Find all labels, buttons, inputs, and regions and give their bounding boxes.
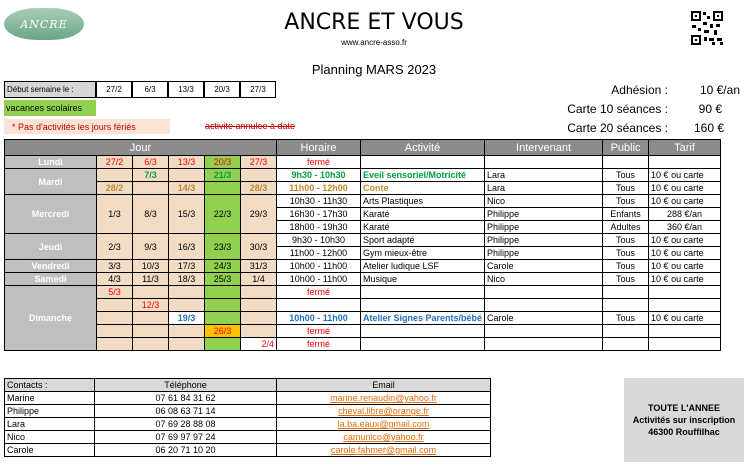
date-cell [97,325,133,338]
date-cell: 15/3 [169,195,205,234]
contact-name: Marine [5,392,95,405]
date-cell [241,169,277,182]
date-cell [205,338,241,351]
horaire-cell: 9h30 - 10h30 [277,169,361,182]
date-cell: 30/3 [241,234,277,260]
date-cell: 24/3 [205,260,241,273]
horaire-cell: 18h00 - 19h30 [277,221,361,234]
tarif-cell [649,299,721,312]
date-cell [205,312,241,325]
tarif-cell: 10 € ou carte [649,234,721,247]
contact-name: Philippe [5,405,95,418]
date-cell: 2/3 [97,234,133,260]
date-cell: 1/3 [97,195,133,234]
info-line: TOUTE L'ANNEE [648,403,720,413]
date-cell [97,169,133,182]
date-cell: 7/3 [133,169,169,182]
horaire-cell: fermé [277,286,361,299]
date-cell [97,312,133,325]
date-cell: 25/3 [205,273,241,286]
activite-cell: Karaté [361,208,485,221]
date-cell [241,325,277,338]
week-start-label: Début semaine le : [4,81,96,98]
contact-phone: 07 69 28 88 08 [95,418,277,431]
contact-email-link[interactable]: camunico@yahoo.fr [277,431,491,444]
day-vendredi: Vendredi [5,260,97,273]
feries-legend: * Pas d'activités les jours fériés [4,119,170,134]
date-cell [97,338,133,351]
tarif-cell: 10 € ou carte [649,312,721,325]
col-horaire: Horaire [277,140,361,156]
table-row [5,312,721,325]
contact-row [5,392,491,405]
date-cell: 6/3 [133,156,169,169]
horaire-cell: 16h30 - 17h30 [277,208,361,221]
day-mercredi: Mercredi [5,195,97,234]
public-cell: Tous [603,234,649,247]
activite-cell: Sport adapté [361,234,485,247]
date-cell: 21/3 [205,169,241,182]
date-cell: 23/3 [205,234,241,260]
activite-cell: Atelier ludique LSF [361,260,485,273]
info-line: Activités sur inscription [632,415,736,425]
date-cell: 3/3 [97,260,133,273]
table-row [5,273,721,286]
table-row [5,260,721,273]
intervenant-cell: Philippe [485,234,603,247]
contact-email-link[interactable]: marine.renaudin@yahoo.fr [277,392,491,405]
tarif-cell: 10 € ou carte [649,273,721,286]
activite-cell: Arts Plastiques [361,195,485,208]
contact-name: Carole [5,444,95,457]
col-intervenant: Intervenant [485,140,603,156]
day-mardi: Mardi [5,169,97,195]
contacts-header-name: Contacts : [5,379,95,392]
qr-code-icon [690,10,724,46]
date-cell: 1/4 [241,273,277,286]
public-cell: Tous [603,273,649,286]
date-cell [169,286,205,299]
contact-phone: 07 61 84 31 62 [95,392,277,405]
date-cell: 5/3 [97,286,133,299]
date-cell [241,312,277,325]
table-row [5,195,721,208]
table-row [5,325,721,338]
website-link[interactable]: www.ancre-asso.fr [341,38,407,47]
date-cell: 12/3 [133,299,169,312]
intervenant-cell: Carole [485,312,603,325]
intervenant-cell: Philippe [485,247,603,260]
contact-phone: 06 20 71 10 20 [95,444,277,457]
public-cell: Tous [603,195,649,208]
horaire-cell: fermé [277,156,361,169]
date-cell: 19/3 [169,312,205,325]
date-cell [133,325,169,338]
horaire-cell: 10h00 - 11h00 [277,273,361,286]
date-cell [133,182,169,195]
contact-name: Nico [5,431,95,444]
date-cell [169,338,205,351]
activite-cell: Karaté [361,221,485,234]
date-cell [169,299,205,312]
contacts-header-phone: Téléphone [95,379,277,392]
date-cell [169,169,205,182]
table-row [5,156,721,169]
tarif-cell: 10 € ou carte [649,195,721,208]
contact-row [5,431,491,444]
tarif-cell: 10 € ou carte [649,247,721,260]
intervenant-cell [485,286,603,299]
logo-text: ANCRE [20,17,68,31]
public-cell [603,286,649,299]
contacts-header-email: Email [277,379,491,392]
intervenant-cell: Lara [485,169,603,182]
day-samedi: Samedi [5,273,97,286]
vacances-legend: vacances scolaires [4,100,96,116]
date-cell: 4/3 [97,273,133,286]
date-cell: 11/3 [133,273,169,286]
table-row [5,299,721,312]
tarif-cell [649,338,721,351]
week-date: 27/3 [240,81,276,98]
tarif-cell: 10 € ou carte [649,169,721,182]
table-row [5,338,721,351]
col-tarif: Tarif [649,140,721,156]
contacts-table [4,378,491,457]
contact-row [5,418,491,431]
horaire-cell: fermé [277,338,361,351]
date-cell: 16/3 [169,234,205,260]
date-cell: 9/3 [133,234,169,260]
col-activite: Activité [361,140,485,156]
intervenant-cell: Nico [485,273,603,286]
date-cell: 20/3 [205,156,241,169]
date-cell: 22/3 [205,195,241,234]
activite-cell [361,325,485,338]
day-dimanche: Dimanche [5,286,97,351]
col-jour: Jour [5,140,277,156]
date-cell: 13/3 [169,156,205,169]
day-lundi: Lundi [5,156,97,169]
week-date: 27/2 [96,81,132,98]
date-cell [133,338,169,351]
page-title: ANCRE ET VOUS [284,10,464,35]
intervenant-cell: Philippe [485,221,603,234]
horaire-cell: 11h00 - 12h00 [277,182,361,195]
contact-phone: 07 69 97 97 24 [95,431,277,444]
date-cell: 10/3 [133,260,169,273]
public-cell: Tous [603,169,649,182]
horaire-cell: 11h00 - 12h00 [277,247,361,260]
tarif-cell: 288 €/an [649,208,721,221]
planning-table [4,139,721,351]
activite-cell [361,286,485,299]
contact-email-link[interactable]: cheval.libre@orange.fr [277,405,491,418]
intervenant-cell [485,325,603,338]
public-cell: Enfants [603,208,649,221]
date-cell: 14/3 [169,182,205,195]
activite-cell: Gym mieux-être [361,247,485,260]
intervenant-cell [485,338,603,351]
horaire-cell: 10h00 - 11h00 [277,260,361,273]
contact-email-link[interactable]: carole.fahmer@gmail.com [277,444,491,457]
date-cell: 26/3 [205,325,241,338]
intervenant-cell [485,156,603,169]
date-cell: 28/2 [97,182,133,195]
activite-cell [361,156,485,169]
date-cell: 2/4 [241,338,277,351]
date-cell: 31/3 [241,260,277,273]
public-cell [603,338,649,351]
price-value: 90 € [698,102,722,116]
contact-name: Lara [5,418,95,431]
price-label: Carte 10 séances : [567,102,668,116]
date-cell [241,299,277,312]
intervenant-cell: Philippe [485,208,603,221]
activite-cell: Atelier Signes Parents/bébé [361,312,485,325]
activite-cell [361,338,485,351]
header-row [5,140,721,156]
activite-cell [361,299,485,312]
annulee-legend: activite annulee à date [205,121,296,131]
date-cell [169,325,205,338]
intervenant-cell: Carole [485,260,603,273]
planning-title: Planning MARS 2023 [311,62,437,77]
table-row [5,234,721,247]
date-cell: 27/2 [97,156,133,169]
tarif-cell [649,286,721,299]
date-cell: 18/3 [169,273,205,286]
info-box [624,378,744,462]
tarif-cell: 360 €/an [649,221,721,234]
activite-cell: Conte [361,182,485,195]
intervenant-cell: Lara [485,182,603,195]
date-cell [205,182,241,195]
date-cell: 17/3 [169,260,205,273]
day-jeudi: Jeudi [5,234,97,260]
info-line: 46300 Rouffilhac [648,427,720,437]
activite-cell: Eveil sensoriel/Motricité [361,169,485,182]
horaire-cell: 10h30 - 11h30 [277,195,361,208]
horaire-cell: fermé [277,325,361,338]
contact-email-link[interactable]: la.ba.eaux@gmail.com [277,418,491,431]
public-cell [603,299,649,312]
date-cell: 29/3 [241,195,277,234]
tarif-cell [649,156,721,169]
contact-phone: 06 08 63 71 14 [95,405,277,418]
date-cell [133,312,169,325]
horaire-cell [277,299,361,312]
contact-row [5,405,491,418]
intervenant-cell: Nico [485,195,603,208]
public-cell: Tous [603,182,649,195]
date-cell [133,286,169,299]
tarif-cell: 10 € ou carte [649,260,721,273]
public-cell: Tous [603,247,649,260]
date-cell: 8/3 [133,195,169,234]
public-cell: Tous [603,312,649,325]
intervenant-cell [485,299,603,312]
price-value: 10 €/an [699,83,740,97]
table-row [5,286,721,299]
activite-cell: Musique [361,273,485,286]
public-cell: Adultes [603,221,649,234]
date-cell [97,299,133,312]
horaire-cell: 10h00 - 11h00 [277,312,361,325]
tarif-cell: 10 € ou carte [649,182,721,195]
table-row [5,169,721,182]
public-cell [603,156,649,169]
date-cell [205,286,241,299]
public-cell: Tous [603,260,649,273]
col-public: Public [603,140,649,156]
price-label: Carte 20 séances : [567,121,668,135]
price-value: 160 € [693,121,724,135]
date-cell [205,299,241,312]
contacts-header-row [5,379,491,392]
date-cell [241,286,277,299]
week-date: 13/3 [168,81,204,98]
horaire-cell: 9h30 - 10h30 [277,234,361,247]
public-cell [603,325,649,338]
contact-row [5,444,491,457]
date-cell: 27/3 [241,156,277,169]
date-cell: 28/3 [241,182,277,195]
tarif-cell [649,325,721,338]
week-date: 20/3 [204,81,240,98]
price-label: Adhésion : [611,83,668,97]
week-date: 6/3 [132,81,168,98]
table-row [5,182,721,195]
